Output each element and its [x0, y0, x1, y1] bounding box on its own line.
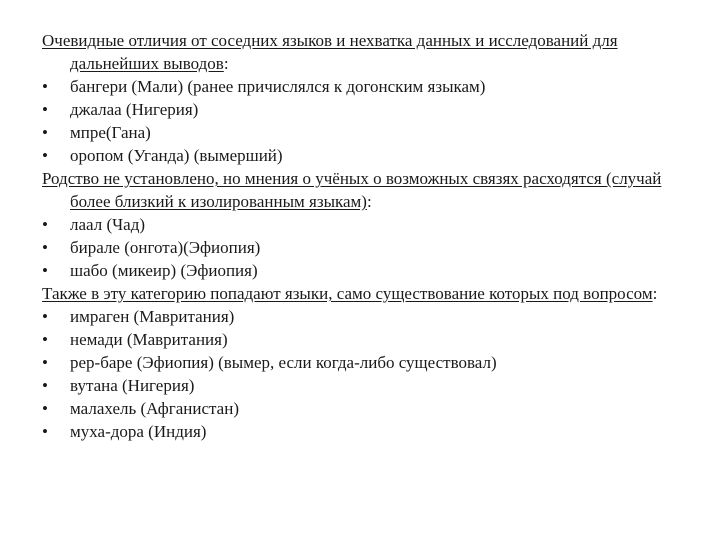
list-item	[42, 75, 680, 98]
list-item-text: имраген (Мавритания)	[70, 307, 235, 326]
list-item	[42, 397, 680, 420]
list-item	[42, 121, 680, 144]
bullet-icon: •	[42, 261, 48, 280]
list-item-text: рер-баре (Эфиопия) (вымер, если когда-либо существовал)	[70, 353, 497, 372]
list-item-text: вутана (Нигерия)	[70, 376, 195, 395]
list-item	[42, 305, 680, 328]
list-item	[42, 351, 680, 374]
bullet-icon: •	[42, 307, 48, 326]
bullet-icon: •	[42, 422, 48, 441]
language-list	[42, 213, 680, 282]
bullet-icon: •	[42, 330, 48, 349]
bullet-icon: •	[42, 399, 48, 418]
section-unestablished-kinship	[42, 167, 680, 282]
section-heading	[42, 29, 680, 75]
list-item	[42, 213, 680, 236]
bullet-icon: •	[42, 376, 48, 395]
bullet-icon: •	[42, 238, 48, 257]
list-item-text: бангери (Мали) (ранее причислялся к догонским языкам)	[70, 77, 486, 96]
list-item-text: оропом (Уганда) (вымерший)	[70, 146, 283, 165]
list-item	[42, 98, 680, 121]
list-item	[42, 236, 680, 259]
list-item	[42, 259, 680, 282]
section-heading-colon: :	[223, 54, 229, 73]
section-heading-text: Родство не установлено, но мнения о учёных о возможных связях расходятся (случай более близкий к изолированным языкам)	[42, 169, 662, 211]
list-item	[42, 374, 680, 397]
language-list	[42, 75, 680, 167]
bullet-icon: •	[42, 353, 48, 372]
bullet-icon: •	[42, 146, 48, 165]
list-item-text: муха-дора (Индия)	[70, 422, 207, 441]
list-item-text: мпре(Гана)	[70, 123, 151, 142]
section-heading-text: Также в эту категорию попадают языки, само существование которых под вопросом	[42, 284, 653, 303]
list-item-text: бирале (онгота)(Эфиопия)	[70, 238, 261, 257]
bullet-icon: •	[42, 123, 48, 142]
list-item	[42, 144, 680, 167]
list-item	[42, 420, 680, 443]
language-list	[42, 305, 680, 443]
list-item-text: немади (Мавритания)	[70, 330, 228, 349]
section-questionable-existence	[42, 282, 680, 443]
section-heading-colon: :	[652, 284, 658, 303]
list-item-text: лаал (Чад)	[70, 215, 146, 234]
list-item-text: шабо (микеир) (Эфиопия)	[70, 261, 258, 280]
section-unclear-relations	[42, 29, 680, 167]
bullet-icon: •	[42, 100, 48, 119]
section-heading	[42, 282, 680, 305]
list-item-text: малахель (Афганистан)	[70, 399, 239, 418]
bullet-icon: •	[42, 215, 48, 234]
section-heading-colon: :	[366, 192, 372, 211]
bullet-icon: •	[42, 77, 48, 96]
section-heading	[42, 167, 680, 213]
list-item	[42, 328, 680, 351]
list-item-text: джалаа (Нигерия)	[70, 100, 199, 119]
section-heading-text: Очевидные отличия от соседних языков и нехватка данных и исследований для дальнейших выводов	[42, 31, 618, 73]
